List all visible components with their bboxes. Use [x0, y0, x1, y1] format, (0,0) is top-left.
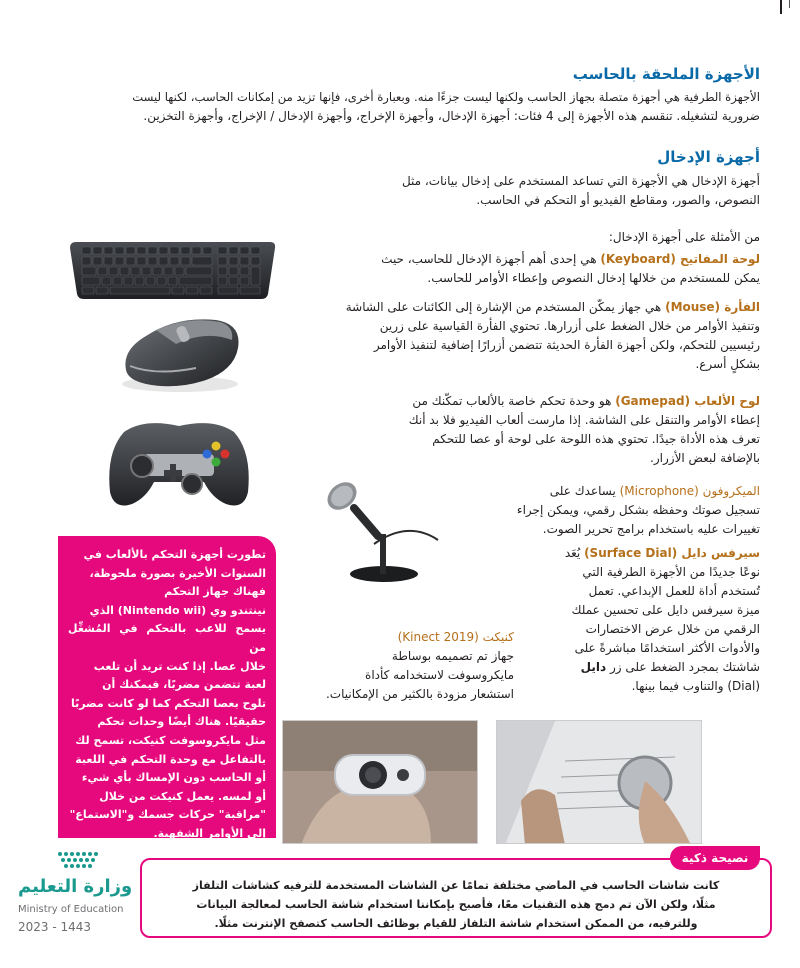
surface-dial-description: [560, 544, 760, 696]
kinect-photo: [282, 720, 478, 844]
surface-dial-text-3: تُستخدم أداة للعمل الإبداعي. تعمل: [588, 584, 760, 598]
ministry-name-ar: وزارة التعليم: [18, 876, 133, 897]
keyboard-text-2: يمكن للمستخدم من خلالها إدخال النصوص وإعطاء الأوامر للحاسب.: [427, 271, 760, 285]
callout-line-3: فهناك جهاز التحكم: [164, 585, 266, 599]
surface-dial-text-1: يُعَد: [564, 546, 585, 560]
microphone-text-3: تغييرات عليه باستخدام برامج تحرير الصوت.: [542, 522, 760, 536]
kinect-term: كنيكت (Kinect 2019): [397, 630, 514, 644]
surface-dial-text-4: ميزة سيرفس دايل على تحسين عملك: [571, 603, 760, 617]
callout-line-7: لعبة تتضمن مضربًا، فيمكنك أن: [102, 678, 266, 692]
tip-line-3: وللترفيه، من الممكن استخدام شاشة التلفاز للقيام بوظائف الحاسب كتصفح الإنترنت مثلًا.: [214, 917, 698, 930]
tip-line-1: كانت شاشات الحاسب في الماضي مختلفة تمامًا عن الشاشات المستخدمة للترفيه كشاشات التلفاز: [192, 879, 720, 892]
input-line-2: النصوص، والصور، ومقاطع الفيديو أو التحكم في الحاسب.: [476, 193, 760, 207]
input-line-1: أجهزة الإدخال هي الأجهزة التي تساعد المستخدم على إدخال بيانات، مثل: [401, 174, 760, 188]
gamepad-icon: [104, 412, 254, 516]
microphone-text-1: يساعدك على: [549, 484, 620, 498]
keyboard-term: لوحة المفاتيح (Keyboard): [600, 252, 760, 266]
keyboard-text-1: هي إحدى أهم أجهزة الإدخال للحاسب، حيث: [381, 252, 601, 266]
callout-line-11: بالتفاعل مع وحدة التحكم في اللعبة: [75, 752, 266, 766]
callout-line-15: إلى الأوامر الشفهية.: [153, 826, 266, 840]
callout-line-4: نينتندو وي (Nintendo wii) الذي: [89, 603, 266, 617]
year-label: 2023 - 1443: [18, 920, 92, 934]
gamepad-text-1: هو وحدة تحكم خاصة بالألعاب تمكّنك من: [412, 394, 616, 408]
surface-dial-term: سيرفس دايل (Surface Dial): [584, 546, 760, 560]
surface-dial-text-6: والأدوات الأكثر استخدامًا مباشرةً على: [574, 641, 760, 655]
microphone-icon: [318, 480, 458, 586]
callout-line-14: "مراقبة" حركات جسمك و"الاستماع": [69, 808, 266, 822]
callout-line-6: خلال عصا. إذا كنت تريد أن تلعب: [93, 659, 266, 673]
surface-dial-text-8: (Dial) والتناوب فيما بينها.: [631, 679, 760, 693]
callout-line-9: حقيقيًا. هناك أيضًا وحدات تحكم: [97, 715, 266, 729]
callout-line-5: يسمح للاعب بالتحكم في المُشغِّل من: [68, 622, 266, 654]
callout-line-2: السنوات الأخيرة بصورة ملحوظة،: [89, 566, 266, 580]
gamepad-term: لوح الألعاب (Gamepad): [615, 394, 760, 408]
callout-line-13: أو لمسه. يعمل كنيكت من خلال: [99, 789, 266, 803]
microphone-term: الميكروفون (Microphone): [619, 484, 760, 498]
examples-intro: من الأمثلة على أجهزة الإدخال:: [608, 230, 760, 244]
microphone-text-2: تسجيل صوتك وحفظه بشكل رقمي، ويمكن إجراء: [516, 503, 760, 517]
gamepad-text-4: بالإضافة لبعض الأزرار.: [650, 451, 760, 465]
microphone-description: [430, 482, 760, 539]
gamepad-description: [320, 392, 760, 468]
input-paragraph: [320, 172, 760, 210]
tip-line-2: مثلًا، ولكن الآن تم دمج هذه التقنيات معًا، فأصبح بإمكاننا استخدام شاشة الحاسب لمعالجة البيانات: [196, 898, 716, 911]
crop-mark: [780, 0, 782, 14]
surface-dial-text-5: الرقمي من خلال عرض الاختصارات: [585, 622, 760, 636]
mouse-text-4: بشكلٍ أسرع.: [695, 357, 760, 371]
kinect-description: [304, 628, 514, 704]
callout-line-12: أو الحاسب دون الإمساك بأي شيء: [81, 771, 266, 785]
keyboard-description: [320, 250, 760, 288]
peripherals-paragraph: [38, 88, 760, 126]
peripherals-line-1: الأجهزة الطرفية هي أجهزة متصلة بجهاز الحاسب ولكنها ليست جزءًا منه. وبعبارة أخرى، فإنها تزيد من إمكانات الحاسب، لكنها ليست: [132, 90, 760, 104]
mouse-term: الفأرة (Mouse): [665, 300, 760, 314]
surface-dial-text-7a: شاشتك بمجرد الضغط على زر: [606, 660, 760, 674]
mouse-text-3: رئيسيين للتحكم، ولكن أجهزة الفأرة الحديثة تتضمن أزرارًا إضافية لتنفيذ الأوامر: [373, 338, 760, 352]
mouse-text-1: هي جهاز يمكّن المستخدم من الإشارة إلى الكائنات على الشاشة: [345, 300, 666, 314]
peripherals-line-2: ضرورية لتشغيله. تنقسم هذه الأجهزة إلى 4 فئات: أجهزة الإدخال، وأجهزة الإخراج، وأجهزة الإدخال / الإخراج، وأجهزة التخزين.: [143, 109, 760, 123]
ministry-name-en: Ministry of Education: [18, 904, 124, 915]
section-title-input: أجهزة الإدخال: [657, 148, 760, 166]
mouse-text-2: وتنفيذ الأوامر من خلال الضغط على أزرارها. تحتوي الفأرة القياسية على زرين: [379, 319, 760, 333]
surface-dial-text-2: نوعًا جديدًا من الأجهزة الطرفية التي: [582, 565, 760, 579]
section-title-peripherals: الأجهزة الملحقة بالحاسب: [572, 65, 760, 83]
crop-mark-small: [789, 0, 790, 8]
mouse-icon: [116, 310, 248, 394]
gamepad-text-3: تعرف هذه الأداة جيدًا. تحتوي هذه اللوحة على لوحة أو عصا للتحكم: [432, 432, 760, 446]
kinect-text-3: استشعار مزودة بالكثير من الإمكانيات.: [325, 687, 514, 701]
surface-dial-photo: [496, 720, 702, 844]
keyboard-icon: [68, 236, 278, 302]
ministry-logo-icon: [56, 850, 100, 872]
callout-line-10: مثل مايكروسوفت كنيكت، تسمح لك: [75, 733, 266, 747]
gamepad-text-2: إعطاء الأوامر والتنقل على الشاشة. إذا مارست ألعاب الفيديو فلا بد أنك: [408, 413, 760, 427]
callout-box: [58, 536, 276, 838]
kinect-text-1: جهاز تم تصميمه بوساطة: [391, 649, 514, 663]
mouse-description: [290, 298, 760, 374]
callout-line-1: تطورت أجهزة التحكم بالألعاب في: [83, 548, 266, 561]
callout-line-8: تلوح بعصا التحكم كما لو كانت مضربًا: [70, 696, 266, 710]
smart-tip-label: نصيحة ذكية: [670, 846, 760, 870]
surface-dial-text-7b: دايل: [580, 660, 607, 674]
kinect-text-2: مايكروسوفت لاستخدامه كأداة: [365, 668, 514, 682]
smart-tip-box: [140, 858, 772, 938]
